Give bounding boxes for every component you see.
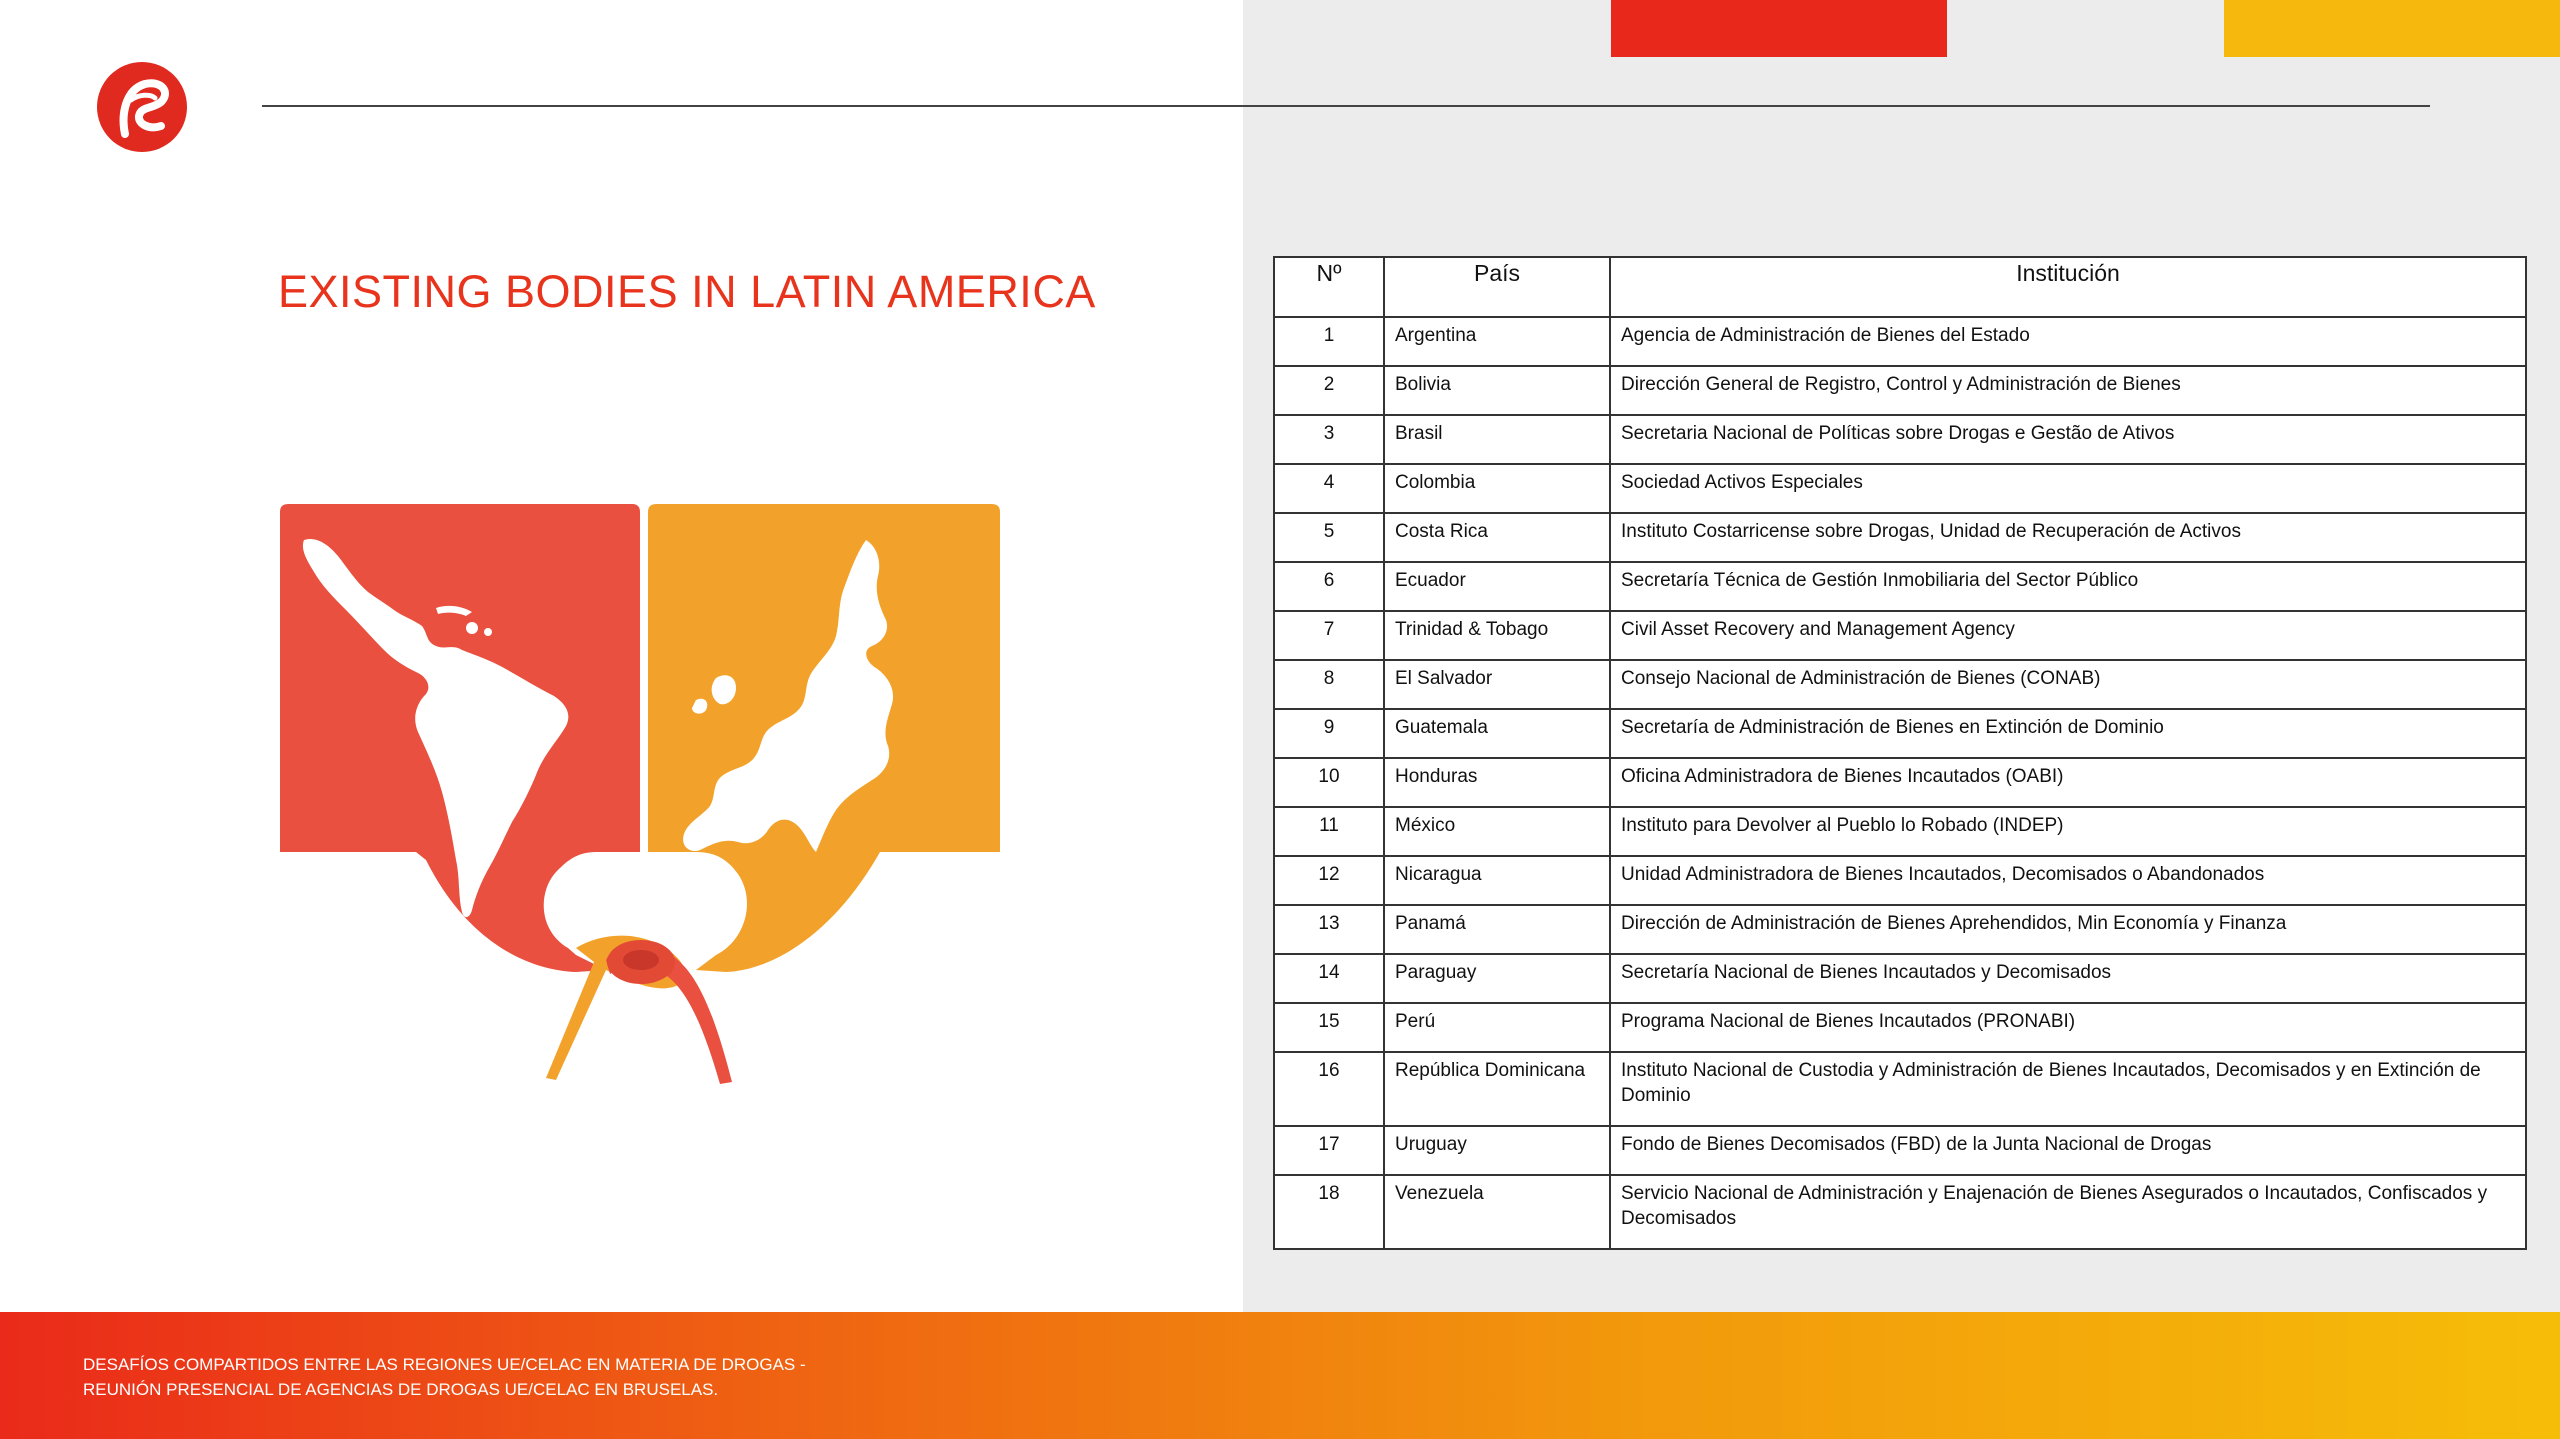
institutions-table (1273, 256, 2525, 1250)
cell-country: Uruguay (1384, 1126, 1610, 1175)
cell-institution: Agencia de Administración de Bienes del Estado (1610, 317, 2526, 366)
cell-number: 4 (1274, 464, 1384, 513)
copolad-logo-icon (95, 60, 189, 154)
header-country: País (1384, 257, 1610, 317)
table-row (1274, 1003, 2526, 1052)
table-row (1274, 709, 2526, 758)
cell-country: Bolivia (1384, 366, 1610, 415)
cell-country: Venezuela (1384, 1175, 1610, 1249)
cell-country: Perú (1384, 1003, 1610, 1052)
cell-country: El Salvador (1384, 660, 1610, 709)
cell-institution: Secretaría de Administración de Bienes en Extinción de Dominio (1610, 709, 2526, 758)
cell-country: México (1384, 807, 1610, 856)
cell-number: 2 (1274, 366, 1384, 415)
cell-country: Argentina (1384, 317, 1610, 366)
cell-institution: Sociedad Activos Especiales (1610, 464, 2526, 513)
cell-institution: Fondo de Bienes Decomisados (FBD) de la Junta Nacional de Drogas (1610, 1126, 2526, 1175)
table-row (1274, 1052, 2526, 1126)
cell-number: 6 (1274, 562, 1384, 611)
top-accent-bar-yellow (2224, 0, 2560, 57)
cell-number: 9 (1274, 709, 1384, 758)
table-row (1274, 807, 2526, 856)
cell-country: República Dominicana (1384, 1052, 1610, 1126)
header-number: Nº (1274, 257, 1384, 317)
cell-country: Paraguay (1384, 954, 1610, 1003)
cell-country: Panamá (1384, 905, 1610, 954)
cell-institution: Secretaría Nacional de Bienes Incautados y Decomisados (1610, 954, 2526, 1003)
cell-institution: Unidad Administradora de Bienes Incautados, Decomisados o Abandonados (1610, 856, 2526, 905)
cell-country: Trinidad & Tobago (1384, 611, 1610, 660)
table-row (1274, 660, 2526, 709)
footer-line-2: REUNIÓN PRESENCIAL DE AGENCIAS DE DROGAS UE/CELAC EN BRUSELAS. (83, 1380, 719, 1399)
top-accent-bar-red (1611, 0, 1947, 57)
slide-title: EXISTING BODIES IN LATIN AMERICA (278, 266, 1096, 317)
cell-number: 16 (1274, 1052, 1384, 1126)
cell-institution: Secretaría Técnica de Gestión Inmobiliaria del Sector Público (1610, 562, 2526, 611)
table-row (1274, 415, 2526, 464)
cell-number: 15 (1274, 1003, 1384, 1052)
cell-institution: Servicio Nacional de Administración y Enajenación de Bienes Asegurados o Incautados, Confiscados y Decomisados (1610, 1175, 2526, 1249)
table-row (1274, 905, 2526, 954)
cell-institution: Dirección de Administración de Bienes Aprehendidos, Min Economía y Finanza (1610, 905, 2526, 954)
cell-institution: Instituto Costarricense sobre Drogas, Unidad de Recuperación de Activos (1610, 513, 2526, 562)
cell-institution: Civil Asset Recovery and Management Agency (1610, 611, 2526, 660)
cell-number: 14 (1274, 954, 1384, 1003)
table-row (1274, 611, 2526, 660)
header-divider (262, 105, 2430, 107)
table-row (1274, 366, 2526, 415)
table-row (1274, 513, 2526, 562)
cell-institution: Secretaria Nacional de Políticas sobre Drogas e Gestão de Ativos (1610, 415, 2526, 464)
cell-number: 12 (1274, 856, 1384, 905)
cell-number: 1 (1274, 317, 1384, 366)
table-row (1274, 1175, 2526, 1249)
cell-number: 5 (1274, 513, 1384, 562)
regions-emblem-icon (276, 500, 1004, 1090)
cell-number: 10 (1274, 758, 1384, 807)
cell-number: 18 (1274, 1175, 1384, 1249)
table-row (1274, 954, 2526, 1003)
cell-institution: Oficina Administradora de Bienes Incautados (OABI) (1610, 758, 2526, 807)
cell-country: Guatemala (1384, 709, 1610, 758)
table-row (1274, 856, 2526, 905)
cell-country: Nicaragua (1384, 856, 1610, 905)
cell-institution: Programa Nacional de Bienes Incautados (PRONABI) (1610, 1003, 2526, 1052)
cell-country: Colombia (1384, 464, 1610, 513)
table-row (1274, 317, 2526, 366)
cell-institution: Consejo Nacional de Administración de Bienes (CONAB) (1610, 660, 2526, 709)
cell-number: 8 (1274, 660, 1384, 709)
cell-institution: Instituto para Devolver al Pueblo lo Robado (INDEP) (1610, 807, 2526, 856)
cell-number: 17 (1274, 1126, 1384, 1175)
cell-number: 13 (1274, 905, 1384, 954)
cell-number: 3 (1274, 415, 1384, 464)
header-institution: Institución (1610, 257, 2526, 317)
cell-institution: Instituto Nacional de Custodia y Administración de Bienes Incautados, Decomisados y en Extinción de Dominio (1610, 1052, 2526, 1126)
cell-country: Brasil (1384, 415, 1610, 464)
cell-country: Ecuador (1384, 562, 1610, 611)
cell-country: Costa Rica (1384, 513, 1610, 562)
table-header-row (1274, 257, 2526, 317)
footer-caption (83, 1352, 806, 1402)
table-row (1274, 464, 2526, 513)
footer-line-1: DESAFÍOS COMPARTIDOS ENTRE LAS REGIONES UE/CELAC EN MATERIA DE DROGAS - (83, 1355, 806, 1374)
table-row (1274, 1126, 2526, 1175)
cell-number: 7 (1274, 611, 1384, 660)
cell-number: 11 (1274, 807, 1384, 856)
cell-country: Honduras (1384, 758, 1610, 807)
cell-institution: Dirección General de Registro, Control y Administración de Bienes (1610, 366, 2526, 415)
table-row (1274, 758, 2526, 807)
table-row (1274, 562, 2526, 611)
